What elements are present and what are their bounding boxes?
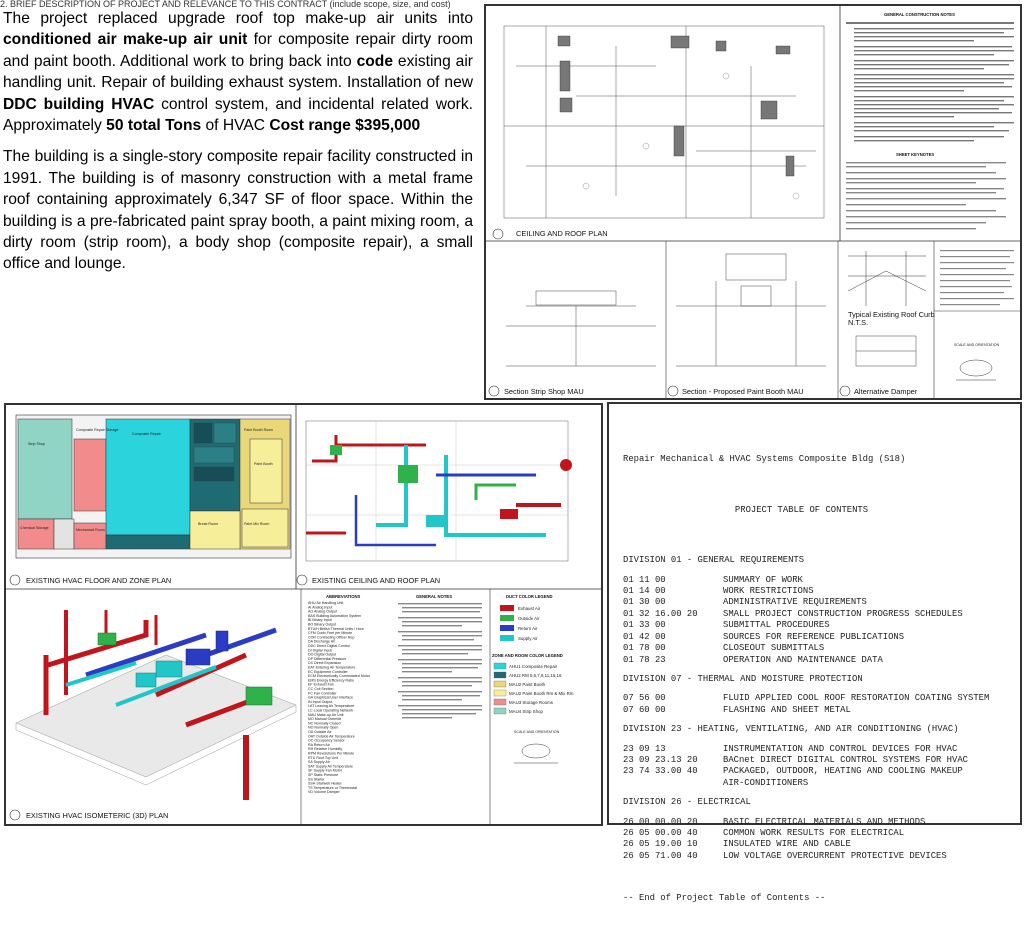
- room-composite-storage: Composite Repair Storage: [76, 428, 119, 432]
- room-composite-repair: Composite Repair: [132, 432, 161, 436]
- room-break: Break Room: [198, 522, 218, 526]
- toc-section-number: 01 33 00: [623, 620, 666, 631]
- description-emphasis: DDC building HVAC: [3, 95, 155, 113]
- toc-section-number: 26 05 00.00 40: [623, 827, 698, 838]
- abbreviation-entry: BI Binary Input: [308, 618, 332, 623]
- section-heading: 2. BRIEF DESCRIPTION OF PROJECT AND RELEVANCE TO THIS CONTRACT (include scope, size, and cost): [0, 0, 451, 9]
- abbreviation-entry: SAT Supply Air Temperature: [308, 764, 353, 769]
- toc-entry: [623, 828, 1020, 839]
- project-description: [3, 8, 473, 285]
- description-emphasis: code: [356, 52, 393, 70]
- room-mechanical: Mechanical Room: [76, 528, 105, 532]
- sheet-keynotes-title: SHEET KEYNOTES: [896, 152, 935, 157]
- toc-section-number: 23 09 23.13 20: [623, 754, 698, 765]
- abbreviations-list: [308, 601, 371, 794]
- abbreviation-entry: SP Static Pressure: [308, 773, 339, 777]
- toc-entry: [623, 705, 1020, 716]
- zone-legend-swatch: [494, 663, 506, 669]
- zone-legend-label: MAU4 Strip Shop: [509, 709, 543, 714]
- abbreviation-entry: BTU/H British Thermal Units / Hour: [308, 626, 364, 631]
- abbreviation-entry: GA Graphical User Interface: [308, 695, 353, 700]
- zone-legend-swatch: [494, 672, 506, 678]
- ceiling-roof-plan-title-2: EXISTING CEILING AND ROOF PLAN: [312, 576, 441, 585]
- toc-entry: [623, 643, 1020, 654]
- toc-section-title: BASIC ELECTRICAL MATERIALS AND METHODS: [723, 816, 926, 827]
- toc-section-number: 01 30 00: [623, 597, 666, 608]
- toc-section-number: 23 09 13: [623, 743, 666, 754]
- abbreviation-entry: AHU Air Handling Unit: [308, 601, 344, 605]
- abbreviation-entry: CFM Cubic Feet per Minute: [308, 631, 353, 636]
- toc-section-title-continued: AIR-CONDITIONERS: [723, 777, 809, 788]
- abbreviation-entry: AI Analog Input: [308, 605, 333, 610]
- toc-entry: [623, 620, 1020, 631]
- toc-section-title: BACnet DIRECT DIGITAL CONTROL SYSTEMS FOR HVAC: [723, 754, 968, 765]
- toc-title: PROJECT TABLE OF CONTENTS: [734, 505, 869, 516]
- abbreviation-entry: RPM Revolutions Per Minute: [308, 751, 355, 756]
- toc-section-number: 01 78 00: [623, 643, 666, 654]
- abbreviation-entry: SSH Stairwell Heater: [308, 781, 342, 786]
- toc-entry: [623, 766, 1020, 777]
- toc-section-number: 26 00 00.00 20: [623, 816, 698, 827]
- roof-scale-title: SCALE AND ORIENTATION: [954, 343, 1000, 347]
- duct-legend-label: Supply Air: [518, 636, 538, 641]
- abbreviation-entry: EAT Entering Air Temperature: [308, 665, 356, 670]
- abbreviation-entry: NC Normally Closed: [308, 721, 341, 726]
- toc-entry: [623, 655, 1020, 666]
- toc-entry: [623, 839, 1020, 850]
- abbreviation-entry: OA Outside Air: [308, 730, 332, 734]
- general-notes-title: GENERAL NOTES: [416, 594, 452, 599]
- duct-legend-label: Outside Air: [518, 616, 540, 621]
- abbreviation-entry: MO Manual Override: [308, 717, 342, 722]
- abbreviation-entry: DX Direct Expansion: [308, 661, 342, 666]
- toc-section-number: 01 32 16.00 20: [623, 608, 698, 619]
- toc-section-title: LOW VOLTAGE OVERCURRENT PROTECTIVE DEVICES: [723, 850, 947, 861]
- abbreviation-entry: OC Occupancy Sensor: [308, 738, 345, 743]
- toc-section-title: PACKAGED, OUTDOOR, HEATING AND COOLING MAKEUP: [723, 766, 963, 777]
- duct-legend-swatch: [500, 615, 514, 621]
- abbreviation-entry: VD Volume Damper: [308, 790, 340, 795]
- toc-section-title: FLASHING AND SHEET METAL: [723, 704, 851, 715]
- room-paint-booth-room: Paint Booth Room: [244, 428, 274, 432]
- toc-division-heading: DIVISION 07 - THERMAL AND MOISTURE PROTECTION: [623, 673, 863, 684]
- duct-legend-swatch: [500, 625, 514, 631]
- abbreviation-entry: EC Equipment Controller: [308, 669, 348, 674]
- room-strip-shop: Strip Shop: [28, 442, 45, 446]
- toc-section-number: 07 60 00: [623, 704, 666, 715]
- toc-divisions: [623, 555, 1020, 862]
- toc-section-title: ADMINISTRATIVE REQUIREMENTS: [723, 597, 867, 608]
- abbreviation-entry: IN Input Output: [308, 699, 333, 704]
- toc-section-title: CLOSEOUT SUBMITTALS: [723, 643, 825, 654]
- zone-color-legend: [494, 663, 574, 714]
- toc-section-title: SOURCES FOR REFERENCE PUBLICATIONS: [723, 631, 905, 642]
- toc-entry: [623, 609, 1020, 620]
- zone-legend-swatch: [494, 690, 506, 696]
- room-paint-mix: Paint Mix Room: [244, 522, 270, 526]
- zone-legend-label: AHU1 Composite Repair: [509, 664, 558, 669]
- abbreviation-entry: FC Fan Controller: [308, 691, 337, 696]
- toc-section-number: 01 11 00: [623, 574, 666, 585]
- description-text: The project replaced upgrade roof top make-up air units into: [3, 10, 473, 27]
- abbreviations-title: ABBREVIATIONS: [326, 594, 361, 599]
- description-paragraph-2: The building is a single-story composite repair facility constructed in 1991. The building is of masonry construction with a metal frame roof containing approximately 6,347 SF of floor space. Within the building is a pre-fabricated paint spray booth, a paint mixing room, a dirty room (strip room), a body shop (composite repair), a small office and lounge.: [3, 148, 473, 273]
- abbreviation-entry: DP Differential Pressure: [308, 656, 347, 661]
- description-text: control system, and incidental related work. Approximately: [3, 95, 473, 135]
- roof-curb-scale: N.T.S.: [848, 318, 869, 327]
- abbreviation-entry: SF Supply Fan Motor: [308, 768, 342, 773]
- abbreviation-entry: LC Local Operating Network: [308, 708, 354, 713]
- abbreviation-entry: BO Binary Output: [308, 622, 337, 627]
- ceiling-roof-plan-title: CEILING AND ROOF PLAN: [516, 229, 608, 238]
- ceiling-roof-duct-plan: [297, 421, 572, 585]
- floor-zone-plan-title: EXISTING HVAC FLOOR AND ZONE PLAN: [26, 576, 172, 585]
- room-paint-booth: Paint Booth: [254, 462, 273, 466]
- zone-legend-label: AHU2 RM 5,6,7,8,11,15,16: [509, 673, 562, 678]
- roof-plan-sheet: [484, 4, 1022, 400]
- duct-legend-swatch: [500, 605, 514, 611]
- toc-section-title: SMALL PROJECT CONSTRUCTION PROGRESS SCHEDULES: [723, 608, 963, 619]
- toc-entry: [623, 632, 1020, 643]
- abbreviation-entry: DDC Direct Digital Control: [308, 644, 350, 648]
- description-text: existing air handling unit. Repair of building exhaust system. Installation of new: [3, 52, 473, 92]
- room-chemical-storage: Chemical Storage: [20, 526, 49, 530]
- abbreviation-entry: DA Discharge Air: [308, 639, 336, 644]
- toc-section-title: OPERATION AND MAINTENANCE DATA: [723, 654, 883, 665]
- duct-legend-swatch: [500, 635, 514, 641]
- abbreviation-entry: NO Normally Open: [308, 725, 339, 730]
- section-paint-booth-title: Section - Proposed Paint Booth MAU: [682, 387, 804, 396]
- abbreviation-entry: OAT Outside Air Temperature: [308, 734, 355, 739]
- hvac-plans-sheet: [4, 403, 603, 826]
- abbreviation-entry: CC Coil Section: [308, 687, 334, 691]
- table-of-contents-sheet: [607, 402, 1022, 903]
- duct-color-legend: [500, 605, 541, 641]
- toc-end: -- End of Project Table of Contents --: [623, 893, 826, 903]
- description-text: of HVAC: [201, 117, 270, 135]
- toc-entry: [623, 744, 1020, 755]
- toc-section-title: WORK RESTRICTIONS: [723, 586, 814, 597]
- toc-entry: [623, 817, 1020, 828]
- zone-legend-swatch: [494, 699, 506, 705]
- section-strip-shop-title: Section Strip Shop MAU: [504, 387, 584, 396]
- toc-section-number: 01 14 00: [623, 586, 666, 597]
- toc-entry: [623, 575, 1020, 586]
- abbreviation-entry: BAS Building Automation System: [308, 613, 361, 618]
- toc-entry: [623, 851, 1020, 862]
- toc-section-title: COMMON WORK RESULTS FOR ELECTRICAL: [723, 827, 905, 838]
- roof-plan-drawing: [486, 6, 1020, 398]
- abbreviation-entry: DO Digital Output: [308, 652, 337, 657]
- duct-legend-label: Return Air: [518, 626, 538, 631]
- toc-section-number: 07 56 00: [623, 693, 666, 704]
- zone-legend-label: MAU2 Paint Booth Rm & Mix Rm: [509, 691, 574, 696]
- zone-legend-label: MAU3 Storage Rooms: [509, 700, 553, 705]
- isometric-3d-plan: [10, 610, 296, 820]
- zone-legend-swatch: [494, 708, 506, 714]
- abbreviation-entry: LAT Leaving Air Temperature: [308, 704, 355, 709]
- abbreviation-entry: RA Return Air: [308, 742, 330, 747]
- description-emphasis: conditioned air make-up air unit: [3, 31, 248, 49]
- toc-division-heading: DIVISION 01 - GENERAL REQUIREMENTS: [623, 555, 805, 566]
- toc-section-number: 01 42 00: [623, 631, 666, 642]
- abbreviation-entry: EMS Energy Efficiency Ratio: [308, 678, 354, 683]
- abbreviation-entry: MAU Make-up Air Unit: [308, 712, 344, 717]
- north-arrow-icon: [960, 360, 992, 376]
- abbreviation-entry: EF Exhaust Fan: [308, 682, 334, 687]
- abbreviation-entry: COR Contracting Officer Rep: [308, 635, 355, 640]
- duct-legend-title: DUCT COLOR LEGEND: [506, 594, 553, 599]
- toc-section-title: SUBMITTAL PROCEDURES: [723, 620, 830, 631]
- hvac-plans-drawing: [6, 405, 601, 824]
- description-text: for composite repair dirty room and paint booth. Additional work to bring back into: [3, 31, 473, 70]
- abbreviation-entry: RTU Roof Top Unit: [308, 755, 339, 760]
- toc-entry: [623, 755, 1020, 766]
- toc-section-number: 01 78 23: [623, 654, 666, 665]
- toc-project-name: Repair Mechanical & HVAC Systems Composite Bldg (S18): [623, 453, 906, 464]
- abbreviation-entry: SA Supply Air: [308, 760, 330, 765]
- toc-section-title: INSULATED WIRE AND CABLE: [723, 839, 851, 850]
- toc-entry: [623, 693, 1020, 704]
- zone-legend-title: ZONE AND ROOM COLOR LEGEND: [492, 653, 563, 658]
- description-emphasis: Cost range $395,000: [269, 117, 421, 135]
- toc-section-number: 23 74 33.00 40: [623, 766, 698, 777]
- zone-legend-label: MAU2 Paint Booth: [509, 682, 546, 687]
- isometric-plan-title: EXISTING HVAC ISOMETERIC (3D) PLAN: [26, 811, 169, 820]
- toc-division-heading: DIVISION 23 - HEATING, VENTILATING, AND AIR CONDITIONING (HVAC): [623, 724, 959, 735]
- floor-zone-plan: [10, 415, 291, 585]
- description-emphasis: 50 total Tons: [106, 117, 202, 135]
- toc-division-heading: DIVISION 26 - ELECTRICAL: [623, 797, 751, 808]
- toc-entry: [623, 586, 1020, 597]
- abbreviation-entry: RH Relative Humidity: [308, 747, 343, 752]
- construction-notes-title: GENERAL CONSTRUCTION NOTES: [884, 12, 955, 17]
- hvac-scale-title: SCALE AND ORIENTATION: [514, 730, 560, 734]
- toc-section-number: 26 05 71.00 40: [623, 850, 698, 861]
- duct-legend-label: Exhaust Air: [518, 606, 541, 611]
- toc-section-number: 26 05 19.00 10: [623, 839, 698, 850]
- description-paragraph-1: [3, 8, 473, 136]
- toc-entry: [623, 597, 1020, 608]
- abbreviation-entry: ECM Electronically Commutated Motor: [308, 674, 370, 679]
- alternative-damper-title: Alternative Damper: [854, 387, 918, 396]
- north-arrow-icon: [522, 744, 550, 758]
- abbreviation-entry: AO Analog Output: [308, 609, 337, 614]
- abbreviation-entry: TS Temperature or Thermostat: [308, 785, 358, 790]
- toc-section-title: SUMMARY OF WORK: [723, 574, 803, 585]
- abbreviation-entry: SS Starter: [308, 777, 325, 782]
- roof-curb-title: Typical Existing Roof Curb: [848, 310, 935, 319]
- toc-section-title: FLUID APPLIED COOL ROOF RESTORATION COATING SYSTEM: [723, 693, 990, 704]
- zone-legend-swatch: [494, 681, 506, 687]
- table-of-contents: [609, 404, 1020, 927]
- toc-section-title: INSTRUMENTATION AND CONTROL DEVICES FOR HVAC: [723, 743, 958, 754]
- abbreviation-entry: DI Digital Input: [308, 648, 332, 653]
